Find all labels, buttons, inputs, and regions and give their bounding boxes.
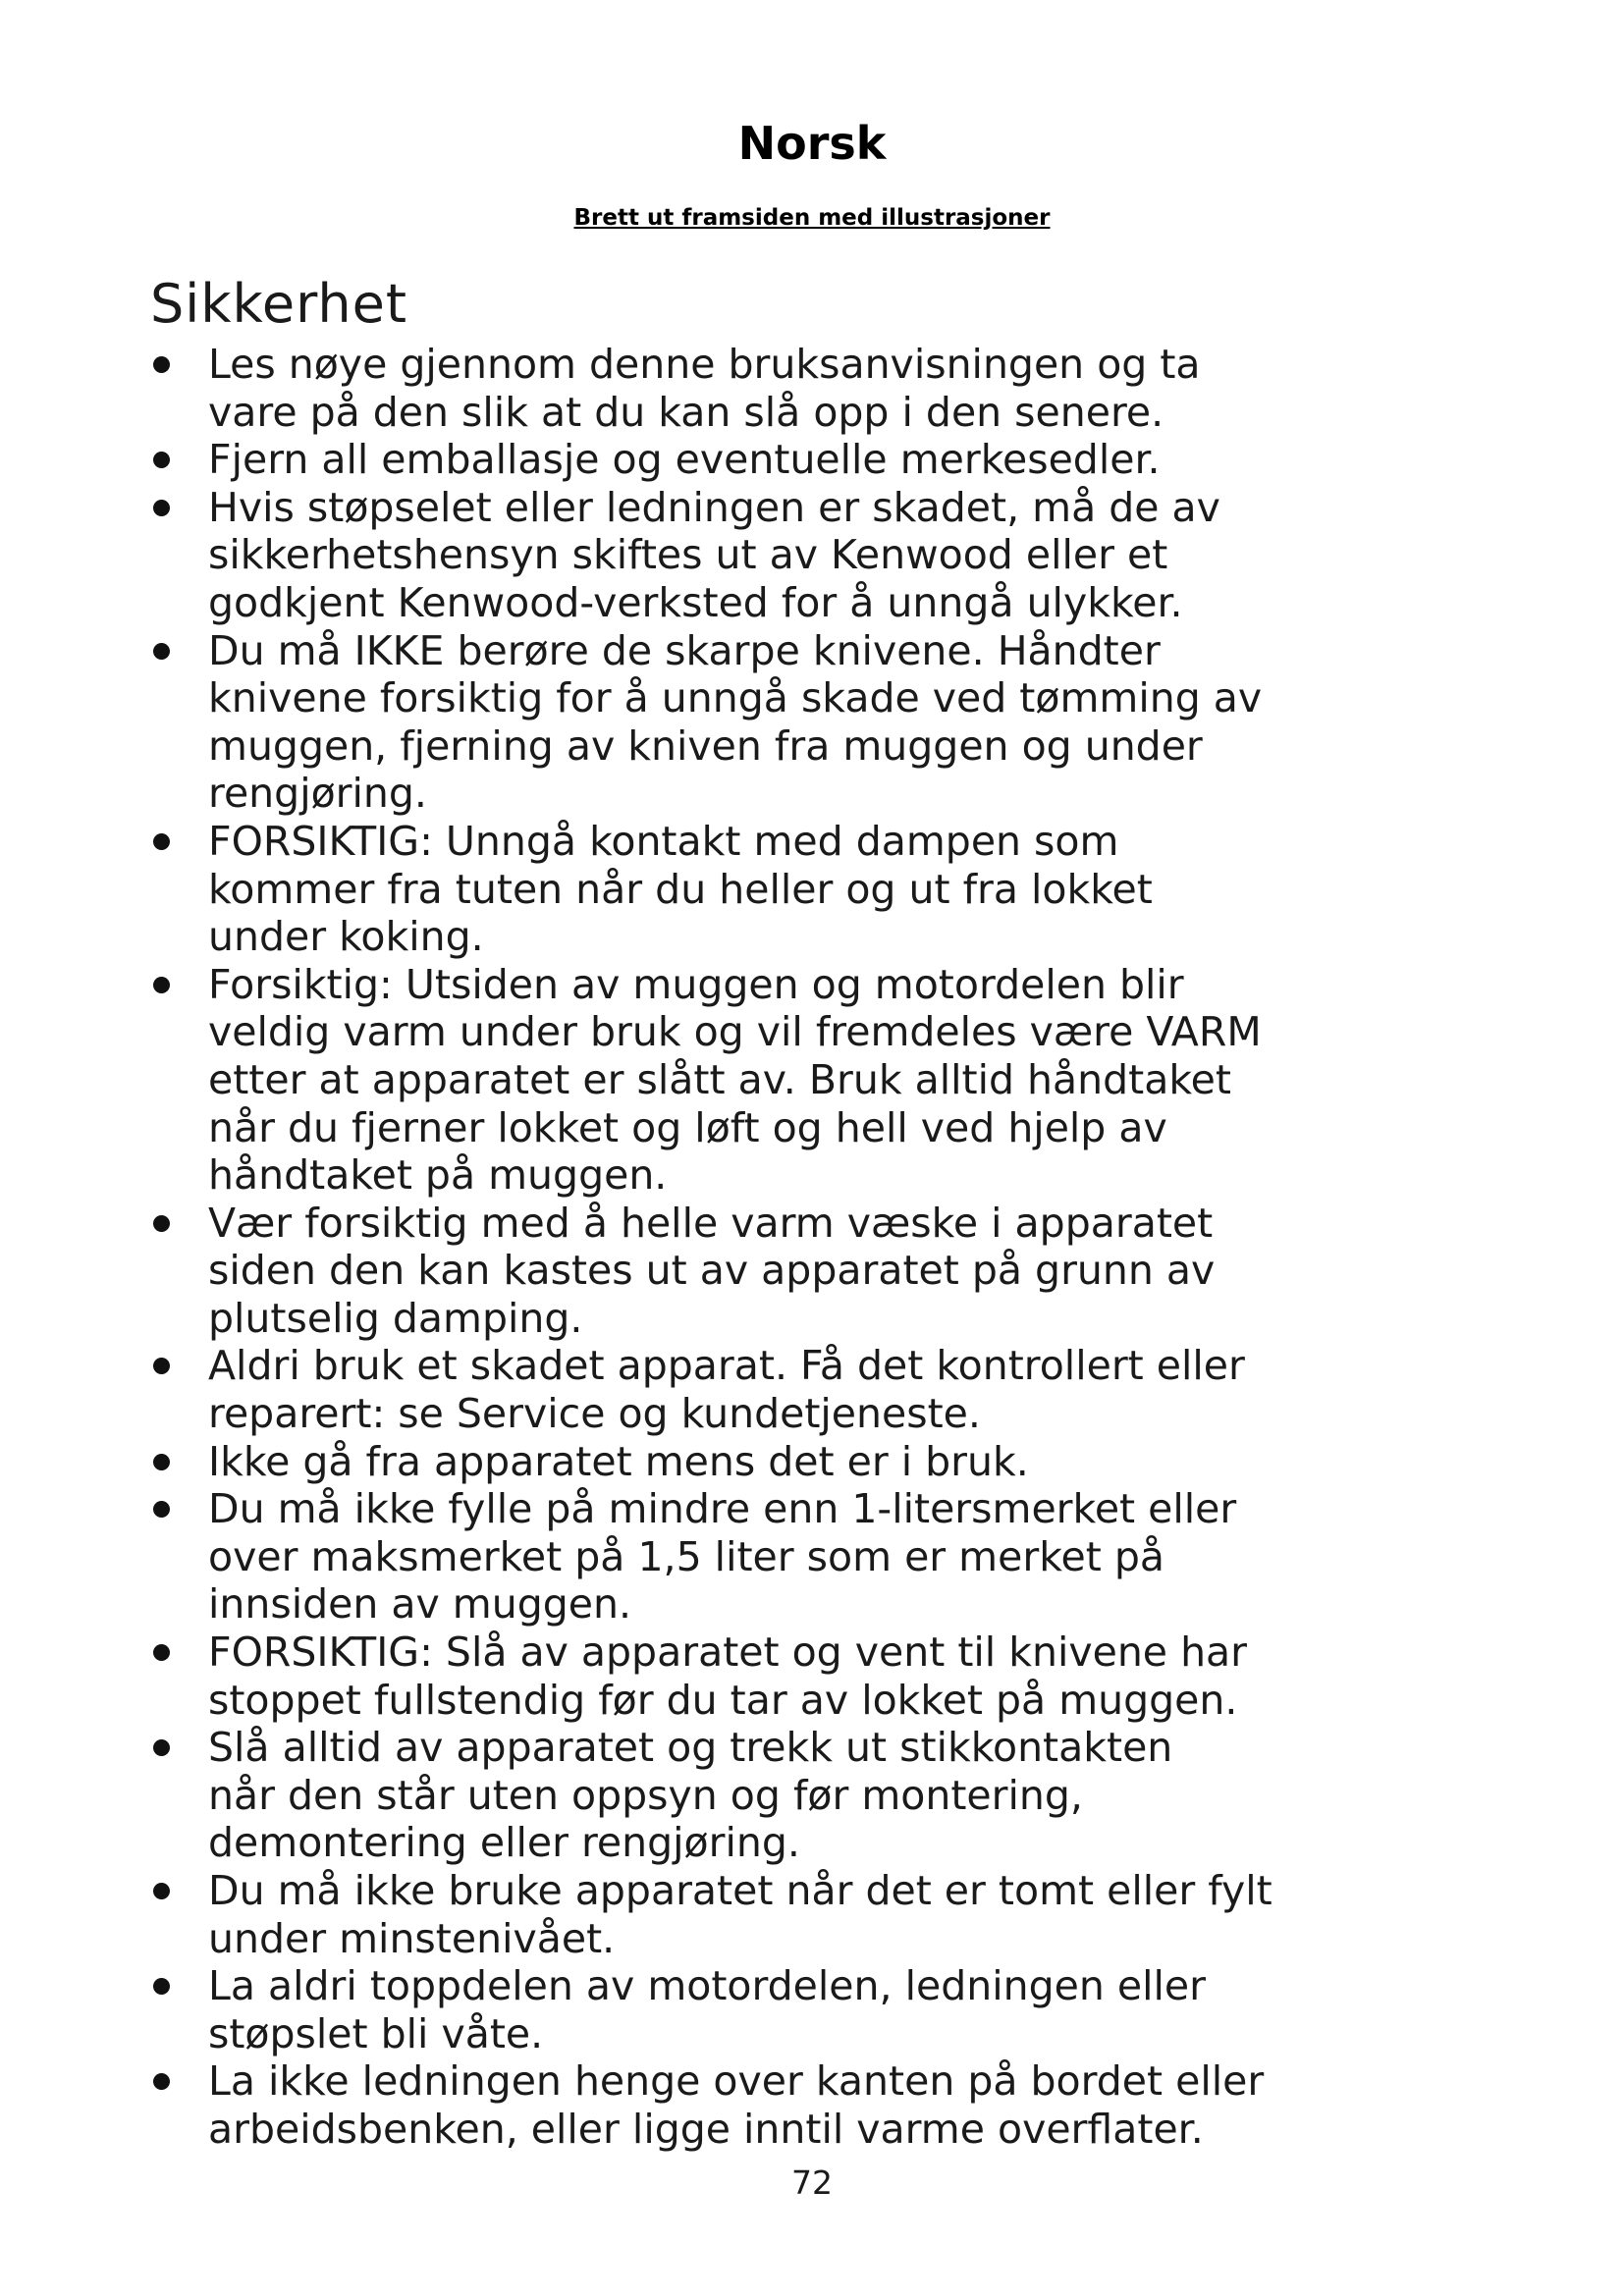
list-item-text: Hvis støpselet eller ledningen er skadet, må de av sikkerhetshensyn skiftes ut av Kenwood eller et godkjent Kenwood-verksted for å unngå ulykker.: [208, 483, 1220, 626]
bullet-icon: [153, 1358, 170, 1374]
bullet-icon: [153, 1739, 170, 1756]
list-item-text: FORSIKTIG: Unngå kontakt med dampen som kommer fra tuten når du heller og ut fra lokket under koking.: [208, 817, 1153, 961]
list-item: [147, 2057, 1453, 2153]
list-item: [147, 627, 1453, 818]
list-item-text: FORSIKTIG: Slå av apparatet og vent til knivene har stoppet fullstendig før du tar av lokket på muggen.: [208, 1629, 1248, 1724]
list-item: [147, 1724, 1453, 1867]
page-title: Norsk: [737, 117, 887, 170]
list-item-text: Fjern all emballasje og eventuelle merkesedler.: [208, 436, 1161, 484]
bullet-icon: [153, 977, 170, 993]
bullet-icon: [153, 1454, 170, 1470]
list-item-text: Vær forsiktig med å helle varm væske i apparatet siden den kan kastes ut av apparatet på grunn av plutselig damping.: [208, 1199, 1216, 1342]
list-item-text: La aldri toppdelen av motordelen, ledningen eller støpslet bli våte.: [208, 1962, 1206, 2057]
list-item: [147, 1342, 1453, 1437]
list-item: [147, 1438, 1453, 1486]
page-subtitle: Brett ut framsiden med illustrasjoner: [573, 205, 1051, 231]
safety-list: [147, 341, 1453, 2154]
list-item-text: Du må ikke fylle på mindre enn 1-litersmerket eller over maksmerket på 1,5 liter som er merket på innsiden av muggen.: [208, 1485, 1237, 1629]
page-number: 72: [791, 2163, 833, 2202]
bullet-icon: [153, 452, 170, 468]
list-item-text: La ikke ledningen henge over kanten på bordet eller arbeidsbenken, eller ligge inntil varme overflater.: [208, 2057, 1265, 2153]
bullet-icon: [153, 500, 170, 516]
section-heading: Sikkerhet: [150, 273, 407, 335]
list-item: [147, 341, 1453, 436]
list-item: [147, 1629, 1453, 1724]
bullet-icon: [153, 356, 170, 373]
list-item: [147, 961, 1453, 1200]
list-item-text: Du må ikke bruke apparatet når det er tomt eller fylt under minstenivået.: [208, 1867, 1272, 1962]
list-item: [147, 1962, 1453, 2057]
bullet-icon: [153, 833, 170, 850]
list-item: [147, 818, 1453, 961]
list-item: [147, 1867, 1453, 1962]
list-item: [147, 1485, 1453, 1629]
bullet-icon: [153, 1644, 170, 1661]
list-item: [147, 436, 1453, 484]
bullet-icon: [153, 643, 170, 660]
list-item-text: Du må IKKE berøre de skarpe knivene. Håndter knivene forsiktig for å unngå skade ved tømming av muggen, fjerning av kniven fra muggen og under rengjøring.: [208, 626, 1263, 818]
list-item-text: Slå alltid av apparatet og trekk ut stikkontakten når den står uten oppsyn og før montering, demontering eller rengjøring.: [208, 1724, 1173, 1867]
bullet-icon: [153, 1501, 170, 1518]
list-item-text: Ikke gå fra apparatet mens det er i bruk.: [208, 1437, 1029, 1485]
list-item-text: Les nøye gjennom denne bruksanvisningen og ta vare på den slik at du kan slå opp i den senere.: [208, 341, 1201, 436]
list-item-text: Aldri bruk et skadet apparat. Få det kontrollert eller reparert: se Service og kundetjeneste.: [208, 1342, 1245, 1438]
list-item: [147, 1200, 1453, 1343]
list-item-text: Forsiktig: Utsiden av muggen og motordelen blir veldig varm under bruk og vil fremdeles være VARM etter at apparatet er slått av. Bruk alltid håndtaket når du fjerner lokket og løft og hell ved hjelp av håndtaket på muggen.: [208, 960, 1262, 1200]
bullet-icon: [153, 1883, 170, 1899]
bullet-icon: [153, 1215, 170, 1232]
list-item: [147, 484, 1453, 627]
bullet-icon: [153, 2073, 170, 2090]
bullet-icon: [153, 1978, 170, 1995]
